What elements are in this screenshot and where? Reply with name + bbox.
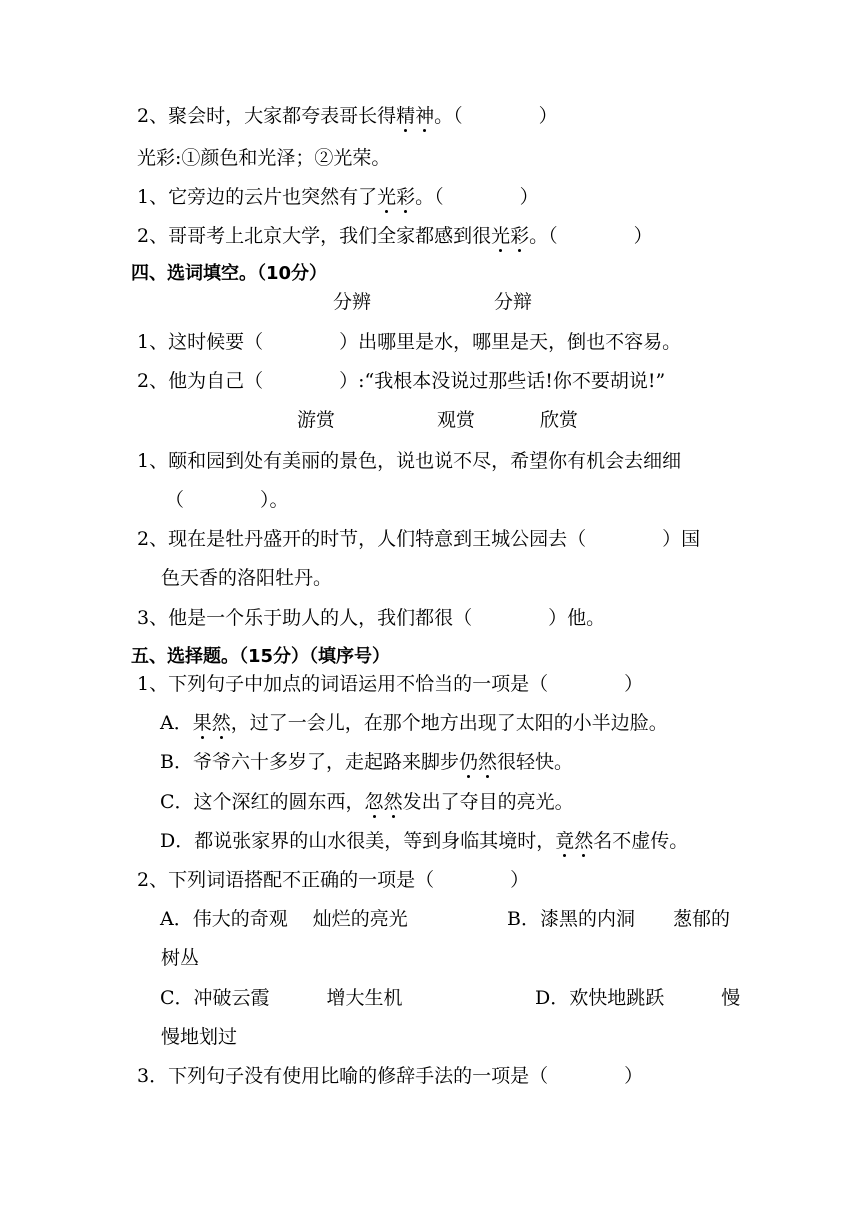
emphasized-char: 神 <box>415 105 435 127</box>
emphasized-char: 精 <box>396 105 416 127</box>
emphasized-char: 然 <box>211 712 231 734</box>
section-4-heading: 四、选词填空。（10分） <box>131 263 328 284</box>
emphasized-char: 然 <box>383 791 403 813</box>
option-c: C．冲破云霞 增大生机 <box>160 987 403 1009</box>
emphasized-char: 然 <box>477 751 497 773</box>
option-d: D．欢快地跳跃 慢 <box>535 987 741 1009</box>
option-c: C．这个深红的圆东西，忽然发出了夺目的亮光。 <box>160 791 574 813</box>
word-choice: 欣赏 <box>540 409 579 431</box>
word-choice: 分辨 <box>333 291 372 313</box>
option-d-cont: 慢地划过 <box>161 1026 238 1048</box>
question-text: 3．下列句子没有使用比喻的修辞手法的一项是（ ） <box>137 1065 644 1087</box>
definition-guangcai: 光彩:①颜色和光泽；②光荣。 <box>137 147 391 169</box>
emphasized-char: 彩 <box>396 186 416 208</box>
word-choice: 观赏 <box>437 409 476 431</box>
question-text: 3、他是一个乐于助人的人，我们都很（ ）他。 <box>137 607 606 629</box>
option-d: D．都说张家界的山水很美，等到身临其境时，竟然名不虚传。 <box>160 830 689 852</box>
option-b: B．爷爷六十多岁了，走起路来脚步仍然很轻快。 <box>160 751 574 773</box>
question-text: 1、下列句子中加点的词语运用不恰当的一项是（ ） <box>137 673 644 695</box>
emphasized-char: 彩 <box>510 225 530 247</box>
option-a: A．果然，过了一会儿，在那个地方出现了太阳的小半边脸。 <box>160 712 668 734</box>
emphasized-char: 仍 <box>458 751 478 773</box>
line-jingshen: 2、聚会时，大家都夸表哥长得精神。（ ） <box>137 105 558 127</box>
emphasized-char: 竟 <box>555 830 575 852</box>
question-text: 2、他为自己（ ）:“我根本没说过那些话!你不要胡说!” <box>137 370 666 392</box>
option-b-cont: 树丛 <box>161 947 200 969</box>
line-guangcai-2: 2、哥哥考上北京大学，我们全家都感到很光彩。（ ） <box>137 225 653 247</box>
option-a: A．伟大的奇观 灿烂的亮光 <box>160 908 408 930</box>
emphasized-char: 光 <box>491 225 511 247</box>
emphasized-char: 光 <box>377 186 397 208</box>
section-5-heading: 五、选择题。（15分）（填序号） <box>131 646 391 667</box>
emphasized-char: 然 <box>574 830 594 852</box>
line-guangcai-1: 1、它旁边的云片也突然有了光彩。（ ） <box>137 186 539 208</box>
question-text: 1、颐和园到处有美丽的景色，说也说不尽，希望你有机会去细细 <box>137 450 682 472</box>
emphasized-char: 忽 <box>364 791 384 813</box>
question-text: 1、这时候要（ ）出哪里是水，哪里是天，倒也不容易。 <box>137 331 682 353</box>
word-choice: 分辩 <box>494 291 533 313</box>
question-text-cont: 色天香的洛阳牡丹。 <box>161 567 333 589</box>
option-b: B．漆黑的内洞 葱郁的 <box>507 908 730 930</box>
emphasized-char: 果 <box>192 712 212 734</box>
question-text: 2、下列词语搭配不正确的一项是（ ） <box>137 869 530 891</box>
question-text-cont: （ ）。 <box>165 489 289 511</box>
question-text: 2、现在是牡丹盛开的时节，人们特意到王城公园去（ ）国 <box>137 528 701 550</box>
word-choice: 游赏 <box>297 409 336 431</box>
